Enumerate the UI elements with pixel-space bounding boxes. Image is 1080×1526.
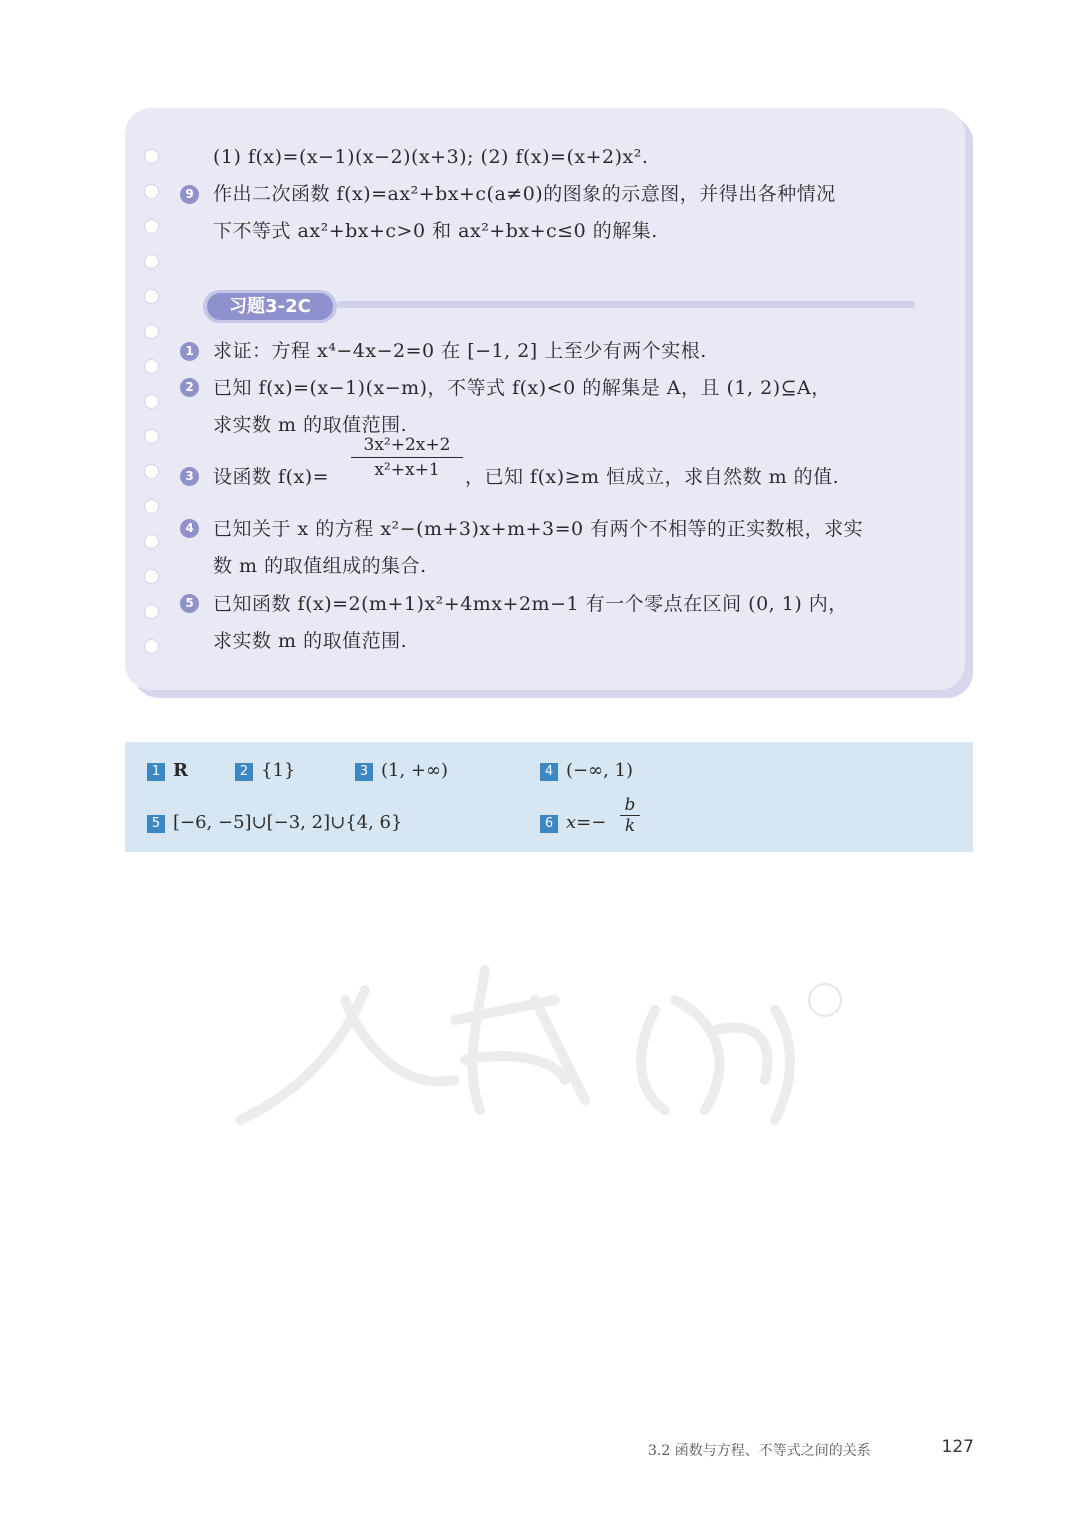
fraction-numerator: 3x²+2x+2 (363, 435, 451, 455)
binder-hole-icon (144, 569, 159, 584)
page-footer (648, 1437, 974, 1464)
binder-hole-icon (144, 429, 159, 444)
binder-hole-icon (144, 639, 159, 654)
fraction-numerator: b (624, 795, 636, 815)
binder-hole-icon (144, 499, 159, 514)
answer-text: x=− (566, 812, 607, 833)
binder-hole-icon (144, 219, 159, 234)
problem-4-line2: 数 m 的取值组成的集合. (213, 555, 427, 577)
section-heading (203, 290, 337, 323)
binder-hole-icon (144, 604, 159, 619)
binder-hole-icon (144, 359, 159, 374)
binder-hole-icon (144, 534, 159, 549)
answer-number-badge: 6 (540, 815, 558, 833)
binder-hole-icon (144, 324, 159, 339)
publisher-watermark-logo (235, 940, 855, 1140)
answer-text: {1} (261, 760, 296, 781)
answer-number-badge: 3 (355, 763, 373, 781)
answer-text: (−∞, 1) (566, 760, 634, 781)
item9-line2: 下不等式 ax²+bx+c>0 和 ax²+bx+c≤0 的解集. (213, 220, 658, 242)
answer-number-badge: 1 (147, 763, 165, 781)
binder-hole-icon (144, 464, 159, 479)
problem-number-badge: 1 (180, 342, 199, 361)
fraction-denominator: k (624, 816, 636, 836)
answers-panel (125, 742, 973, 852)
problem-1-line1: 求证：方程 x⁴−4x−2=0 在 [−1, 2] 上至少有两个实根. (213, 340, 707, 362)
answer-item (235, 760, 295, 782)
answer-number-badge: 2 (235, 763, 253, 781)
answer-item (540, 812, 606, 834)
problem-4-line1: 已知关于 x 的方程 x²−(m+3)x+m+3=0 有两个不相等的正实数根，求实 (213, 518, 864, 540)
fraction-denominator: x²+x+1 (374, 460, 440, 480)
item9-line1: 作出二次函数 f(x)=ax²+bx+c(a≠0)的图象的示意图，并得出各种情况 (213, 183, 836, 205)
answer-number-badge: 5 (147, 815, 165, 833)
answer-text: (1, +∞) (381, 760, 449, 781)
answer-text: [−6, −5]∪[−3, 2]∪{4, 6} (173, 812, 403, 833)
binder-hole-icon (144, 184, 159, 199)
answer-text: R (173, 760, 188, 781)
problem-5-line2: 求实数 m 的取值范围. (213, 630, 408, 652)
footer-section-title: 3.2 函数与方程、不等式之间的关系 (648, 1443, 871, 1459)
answer-item (355, 760, 448, 782)
binder-hole-icon (144, 149, 159, 164)
exercise-card (125, 108, 965, 690)
answer-number-badge: 4 (540, 763, 558, 781)
problem-2-line1: 已知 f(x)=(x−1)(x−m)，不等式 f(x)<0 的解集是 A，且 (1, 2)⊆A， (213, 377, 831, 399)
problem-number-badge: 4 (180, 519, 199, 538)
page-number: 127 (941, 1437, 974, 1457)
problem-number-badge: 2 (180, 378, 199, 397)
problem-number-badge: 5 (180, 594, 199, 613)
answer-item (147, 812, 402, 834)
answer-fraction (620, 795, 640, 836)
binder-hole-icon (144, 394, 159, 409)
problem-3-prefix: 设函数 f(x)= (213, 466, 330, 488)
binder-hole-icon (144, 254, 159, 269)
item-number-badge: 9 (180, 185, 199, 204)
binder-hole-icon (144, 289, 159, 304)
problem-5-line1: 已知函数 f(x)=2(m+1)x²+4mx+2m−1 有一个零点在区间 (0, 1) 内， (213, 593, 848, 615)
fraction (351, 434, 463, 481)
problem-2-line2: 求实数 m 的取值范围. (213, 414, 408, 436)
section-title: 习题3-2C (207, 293, 333, 320)
problem-3-suffix: ，已知 f(x)≥m 恒成立，求自然数 m 的值. (465, 466, 840, 488)
item8-subparts: (1) f(x)=(x−1)(x−2)(x+3); (2) f(x)=(x+2)x². (213, 146, 649, 168)
fraction-bar (351, 457, 463, 458)
section-divider (337, 301, 915, 308)
answer-item (147, 760, 188, 782)
problem-number-badge: 3 (180, 467, 199, 486)
answer-item (540, 760, 633, 782)
